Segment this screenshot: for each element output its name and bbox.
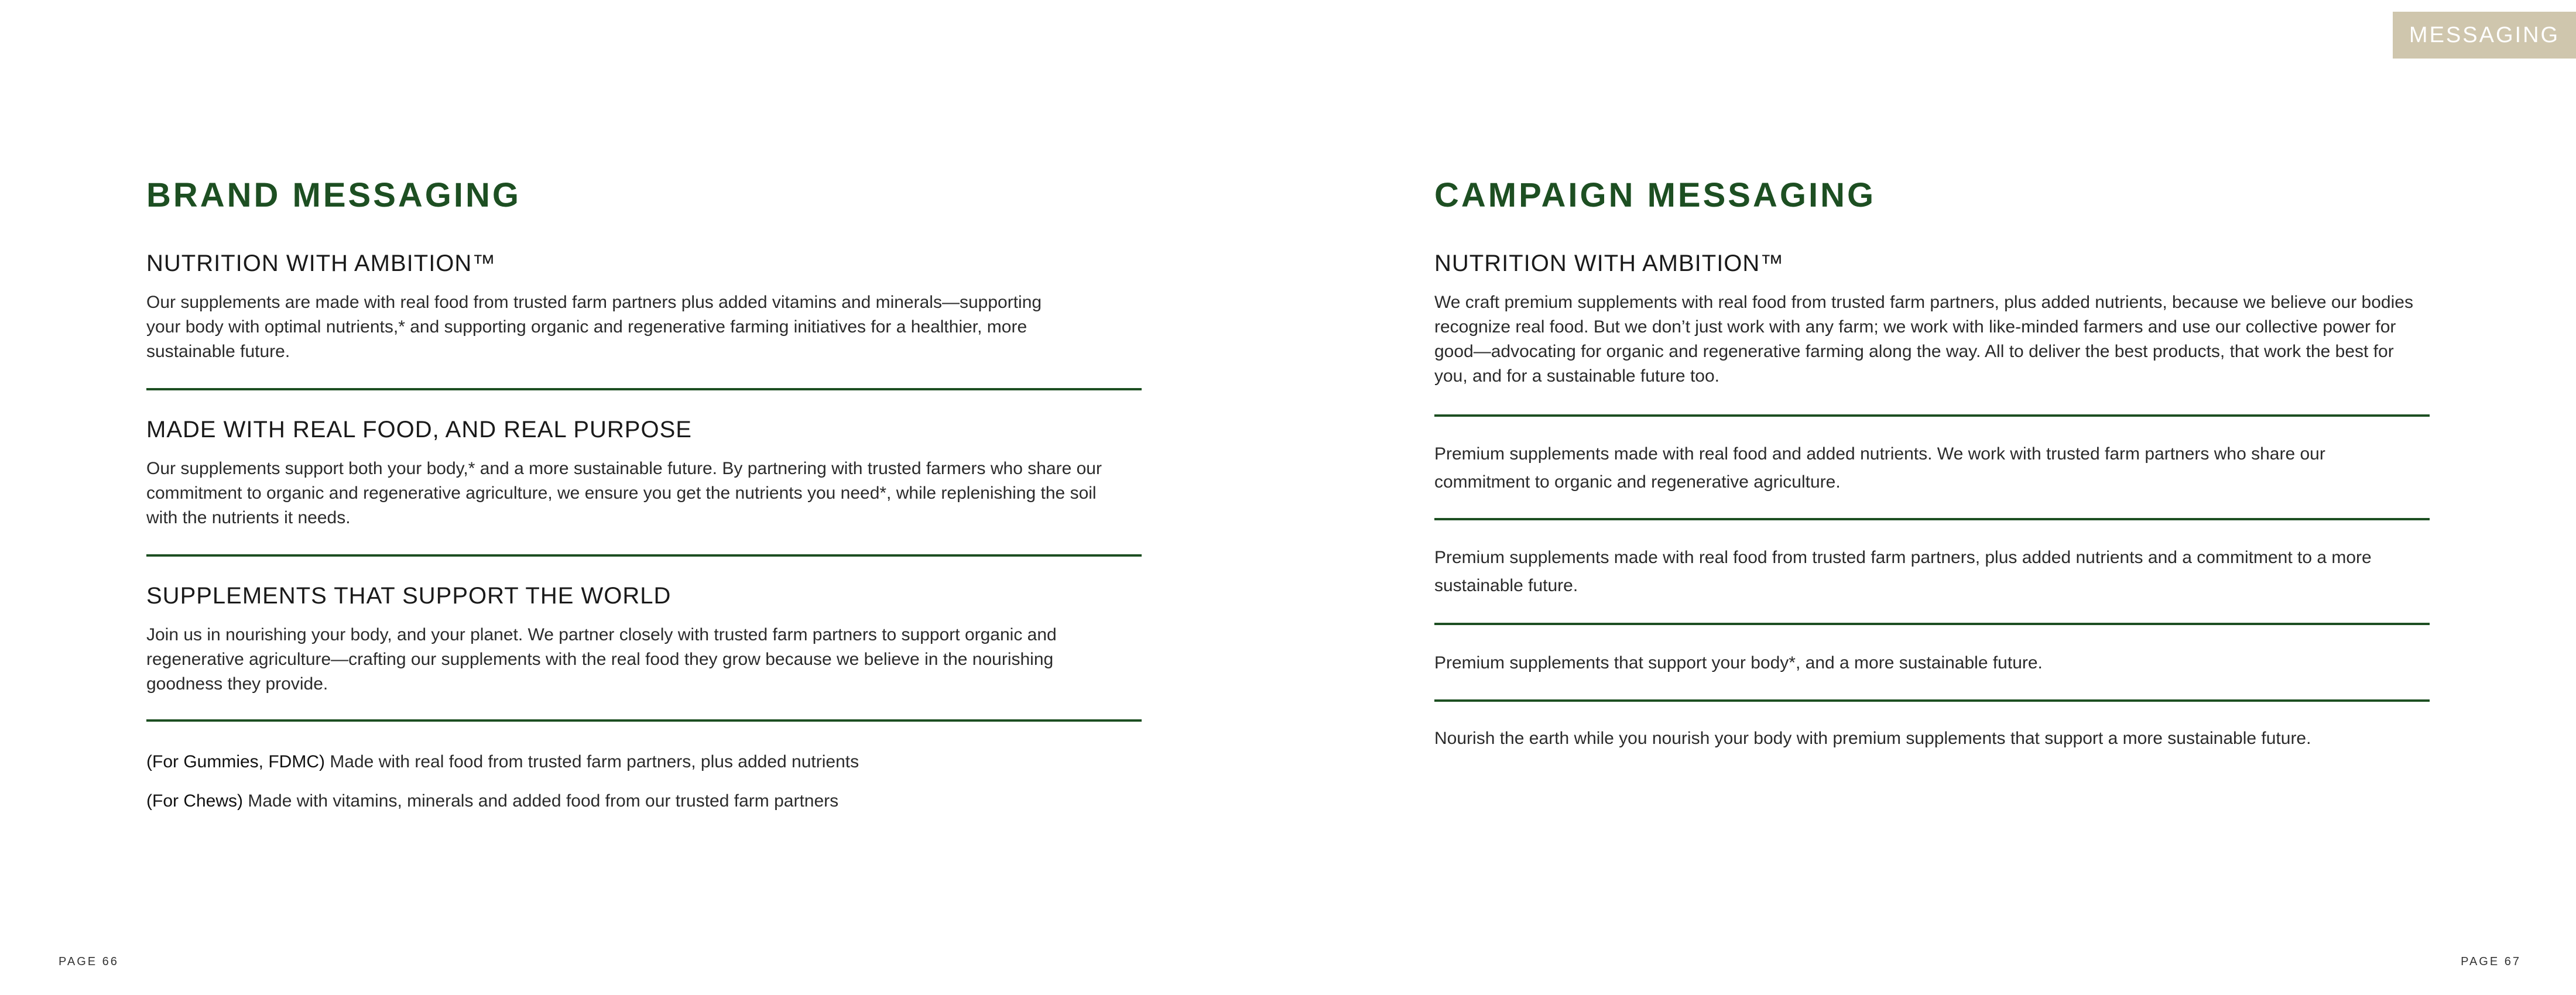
brand-block-3-body: Join us in nourishing your body, and your planet. We partner closely with trusted farm partners to support organic and regenerative agriculture—crafting our supplements with the real food they grow because we believe in the nourishing goodness they provide. — [146, 625, 1057, 694]
product-note-text: Made with real food from trusted farm partners, plus added nutrients — [324, 752, 859, 771]
divider — [146, 388, 1142, 390]
page-number-right: PAGE 67 — [2461, 955, 2521, 968]
product-note-tag: (For Gummies, FDMC) — [146, 752, 325, 771]
product-note-gummies — [146, 750, 859, 774]
product-note-chews — [146, 790, 838, 813]
brand-block-1-body: Our supplements are made with real food from trusted farm partners plus added vitamins and minerals—supporting your body with optimal nutrients,* and supporting organic and regenerative farming initiatives for a healthier, more sustainable future. — [146, 293, 1042, 361]
campaign-line-1: Premium supplements made with real food and added nutrients. We work with trusted farm partners who share our commitment to organic and regenerative agriculture. — [1434, 444, 2325, 492]
page-number-left: PAGE 66 — [59, 955, 119, 968]
product-note-tag: (For Chews) — [146, 791, 244, 811]
brand-messaging-title: BRAND MESSAGING — [146, 176, 522, 214]
campaign-messaging-title: CAMPAIGN MESSAGING — [1434, 176, 1876, 214]
divider — [1434, 414, 2430, 417]
brand-block-2-body: Our supplements support both your body,* and a more sustainable future. By partnering with trusted farmers who share our commitment to organic and regenerative agriculture, we ensure you get the nutrients you need*, while replenishing the soil with the nutrients it needs. — [146, 459, 1102, 527]
divider — [1434, 623, 2430, 625]
product-note-text: Made with vitamins, minerals and added food from our trusted farm partners — [243, 791, 839, 811]
campaign-line-2: Premium supplements made with real food from trusted farm partners, plus added nutrients and a commitment to a more sustainable future. — [1434, 548, 2372, 595]
brand-block-2-heading: MADE WITH REAL FOOD, AND REAL PURPOSE — [146, 417, 692, 442]
brand-block-1-heading: NUTRITION WITH AMBITION™ — [146, 251, 496, 276]
divider — [1434, 518, 2430, 520]
section-tab — [2393, 12, 2576, 59]
campaign-line-3: Premium supplements that support your body*, and a more sustainable future. — [1434, 653, 2043, 673]
campaign-heading: NUTRITION WITH AMBITION™ — [1434, 251, 1784, 276]
campaign-line-4: Nourish the earth while you nourish your body with premium supplements that support a more sustainable future. — [1434, 729, 2311, 748]
divider — [146, 554, 1142, 557]
brand-block-3-heading: SUPPLEMENTS THAT SUPPORT THE WORLD — [146, 583, 672, 609]
campaign-intro: We craft premium supplements with real food from trusted farm partners, plus added nutrients, because we believe our bodies recognize real food. But we don’t just work with any farm; we work with like-minded farmers and use our collective power for good—advocating for organic and regenerative farming along the way. All to deliver the best products, that work the best for you, and for a sustainable future too. — [1434, 293, 2413, 386]
divider — [1434, 699, 2430, 702]
section-tab-label: MESSAGING — [2409, 22, 2560, 47]
divider — [146, 719, 1142, 722]
